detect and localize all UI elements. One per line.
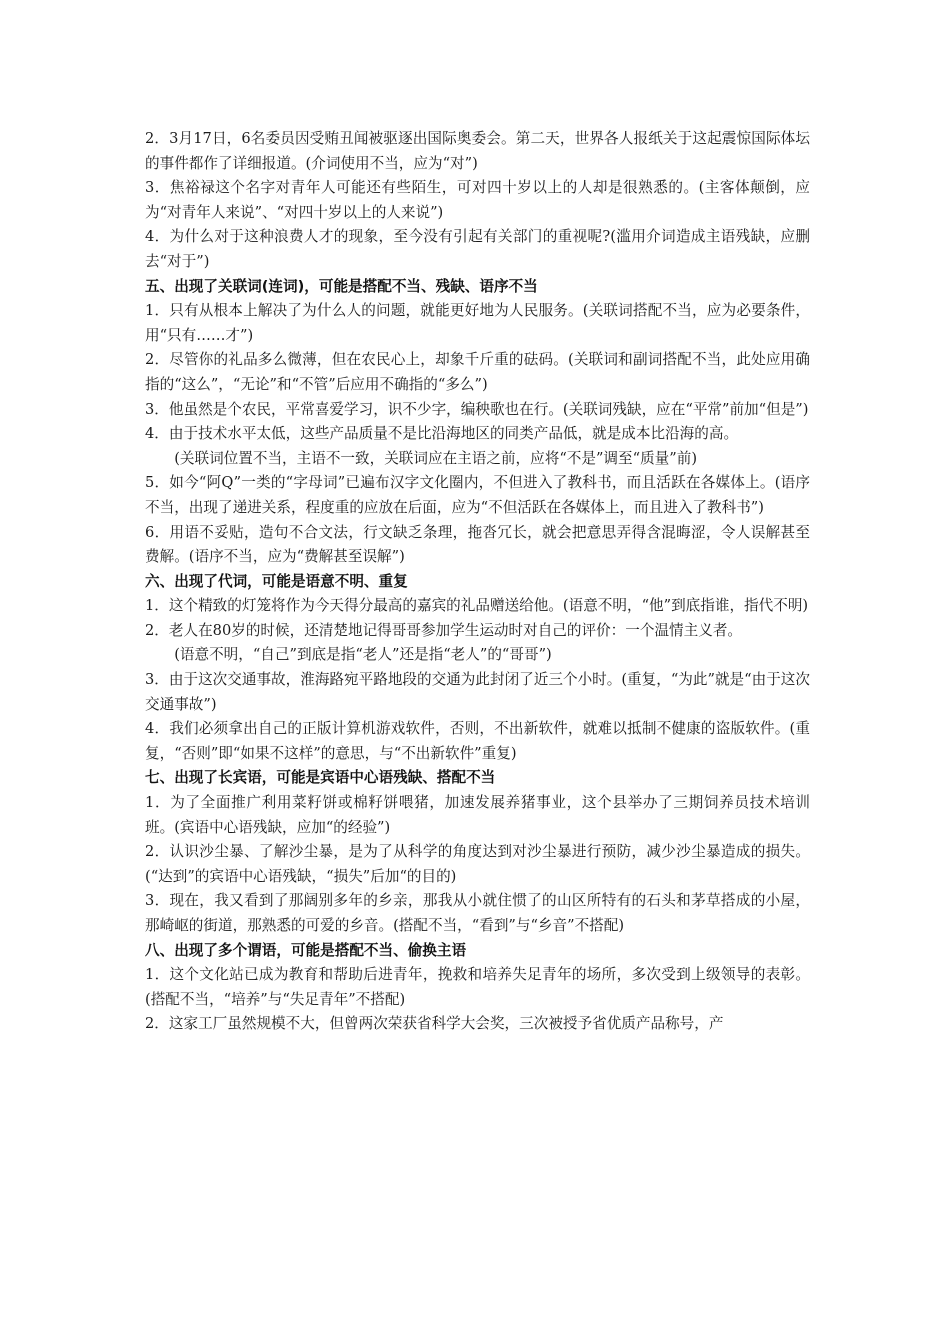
paragraph: 1．这个文化站已成为教育和帮助后进青年，挽救和培养失足青年的场所，多次受到上级领导的表彰。(搭配不当，“培养”与“失足青年”不搭配) — [145, 966, 810, 1008]
paragraph: 3．由于这次交通事故，淮海路宛平路地段的交通为此封闭了近三个小时。(重复，“为此”就是“由于这次交通事故”) — [145, 671, 810, 713]
document-body — [145, 127, 810, 1037]
paragraph: 4．由于技术水平太低，这些产品质量不是比沿海地区的同类产品低，就是成本比沿海的高。 — [145, 425, 739, 443]
paragraph: 1．这个精致的灯笼将作为今天得分最高的嘉宾的礼品赠送给他。(语意不明，“他”到底指谁，指代不明) — [145, 597, 809, 615]
paragraph: 2．3月17日，6名委员因受贿丑闻被驱逐出国际奥委会。第二天，世界各人报纸关于这起震惊国际体坛的事件都作了详细报道。(介词使用不当，应为“对”) — [145, 130, 810, 172]
paragraph: 2．尽管你的礼品多么微薄，但在农民心上，却象千斤重的砝码。(关联词和副词搭配不当，此处应用确指的“这么”，“无论”和“不管”后应用不确指的“多么”) — [145, 351, 810, 393]
paragraph: 2．认识沙尘暴、了解沙尘暴，是为了从科学的角度达到对沙尘暴进行预防，减少沙尘暴造成的损失。(“达到”的宾语中心语残缺，“损失”后加“的目的) — [145, 843, 810, 885]
paragraph: 3．焦裕禄这个名字对青年人可能还有些陌生，可对四十岁以上的人却是很熟悉的。(主客体颠倒，应为“对青年人来说”、“对四十岁以上的人来说”) — [145, 179, 810, 221]
section-heading: 八、出现了多个谓语，可能是搭配不当、偷换主语 — [145, 941, 467, 959]
paragraph: 6．用语不妥贴，造句不合文法，行文缺乏条理，拖沓冗长，就会把意思弄得含混晦涩，令人误解甚至费解。(语序不当，应为“费解甚至误解”) — [145, 523, 810, 566]
paragraph: 5．如今“阿Q”一类的“字母词”已遍布汉字文化圈内，不但进入了教科书，而且活跃在各媒体上。(语序不当，出现了递进关系，程度重的应放在后面，应为“不但活跃在各媒体上，而且进入了教科书”) — [145, 474, 810, 516]
paragraph: 1．只有从根本上解决了为什么人的问题，就能更好地为人民服务。(关联词搭配不当，应为必要条件，用“只有……才”) — [145, 302, 810, 344]
paragraph: 3．现在，我又看到了那阔别多年的乡亲，那我从小就住惯了的山区所特有的石头和茅草搭成的小屋，那崎岖的街道，那熟悉的可爱的乡音。(搭配不当，“看到”与“乡音”不搭配) — [145, 892, 810, 934]
annotation-paragraph: (关联词位置不当，主语不一致，关联词应在主语之前，应将“不是”调至“质量”前) — [174, 449, 698, 467]
paragraph: 2．老人在80岁的时候，还清楚地记得哥哥参加学生运动时对自己的评价：一个温情主义者。 — [145, 621, 743, 639]
paragraph: 4．为什么对于这种浪费人才的现象，至今没有引起有关部门的重视呢?(滥用介词造成主语残缺，应删去“对于”) — [145, 228, 810, 270]
section-heading: 六、出现了代词，可能是语意不明、重复 — [145, 572, 408, 590]
section-heading: 五、出现了关联词(连词)，可能是搭配不当、残缺、语序不当 — [145, 277, 538, 295]
paragraph: 2．这家工厂虽然规模不大，但曾两次荣获省科学大会奖，三次被授予省优质产品称号，产 — [145, 1015, 724, 1033]
paragraph: 3．他虽然是个农民，平常喜爱学习，识不少字，编秧歌也在行。(关联词残缺，应在“平常”前加“但是”) — [145, 400, 809, 418]
annotation-paragraph: (语意不明，“自己”到底是指“老人”还是指“老人”的“哥哥”) — [174, 646, 552, 664]
paragraph: 4．我们必须拿出自己的正版计算机游戏软件，否则，不出新软件，就难以抵制不健康的盗版软件。(重复，“否则”即“如果不这样”的意思，与“不出新软件”重复) — [145, 720, 810, 762]
paragraph: 1．为了全面推广利用菜籽饼或棉籽饼喂猪，加速发展养猪事业，这个县举办了三期饲养员技术培训班。(宾语中心语残缺，应加“的经验”) — [145, 794, 810, 836]
section-heading: 七、出现了长宾语，可能是宾语中心语残缺、搭配不当 — [145, 769, 496, 787]
